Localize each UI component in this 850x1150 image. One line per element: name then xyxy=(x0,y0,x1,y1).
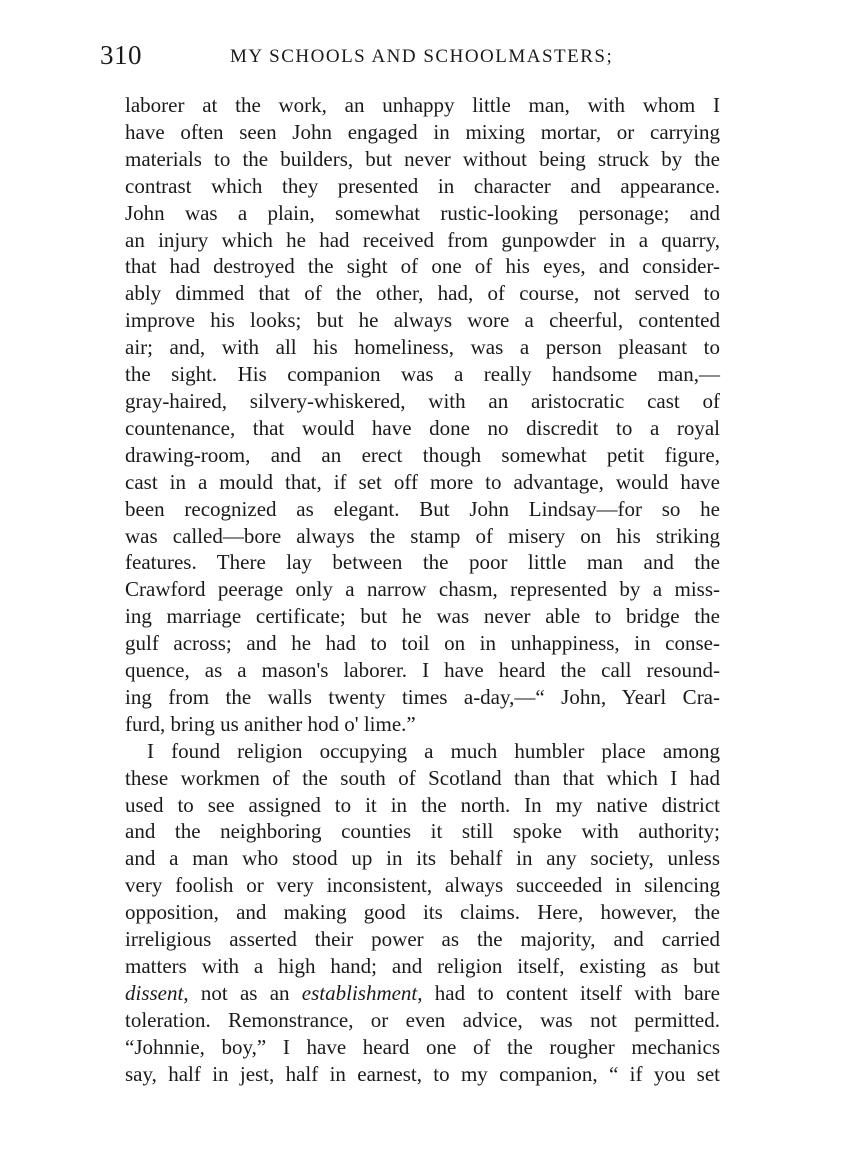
text-line: opposition, and making good its claims. Here, however, the xyxy=(125,900,720,925)
paragraph-2 xyxy=(125,738,720,1088)
text-line: drawing-room, and an erect though somewhat petit figure, xyxy=(125,442,720,467)
text-line: irreligious asserted their power as the majority, and carried xyxy=(125,927,720,952)
running-title: MY SCHOOLS AND SCHOOLMASTERS; xyxy=(230,46,614,67)
text-line: an injury which he had received from gunpowder in a quarry, xyxy=(125,227,720,252)
paragraph-1 xyxy=(125,92,720,738)
text-line: matters with a high hand; and religion itself, existing as but xyxy=(125,954,720,978)
text-line: ably dimmed that of the other, had, of course, not served to xyxy=(125,281,720,306)
text-line: countenance, that would have done no discredit to a royal xyxy=(125,415,720,440)
text-line: Crawford peerage only a narrow chasm, represented by a miss- xyxy=(125,577,720,602)
text-line: these workmen of the south of Scotland than that which I had xyxy=(125,765,720,790)
text-line: the sight. His companion was a really handsome man,— xyxy=(125,362,720,387)
text-line: laborer at the work, an unhappy little man, with whom I xyxy=(125,93,720,117)
text-line: that had destroyed the sight of one of his eyes, and consider- xyxy=(125,254,720,279)
text-line: ing marriage certificate; but he was never able to bridge the xyxy=(125,604,720,629)
text-line: furd, bring us anither hod o' lime.” xyxy=(125,711,416,736)
text-line: contrast which they presented in character and appearance. xyxy=(125,173,720,198)
text-line: say, half in jest, half in earnest, to my companion, “ if you set xyxy=(125,1061,720,1086)
text-line: John was a plain, somewhat rustic-looking personage; and xyxy=(125,200,720,225)
text-line: toleration. Remonstrance, or even advice, was not permitted. xyxy=(125,1007,720,1032)
text-line: features. There lay between the poor little man and the xyxy=(125,550,720,575)
text-line: quence, as a mason's laborer. I have heard the call resound- xyxy=(125,658,720,683)
text-line-with-emphasis xyxy=(125,980,720,1007)
text-line: I found religion occupying a much humbler place among xyxy=(147,738,720,763)
text-fragment: , not as an xyxy=(183,980,302,1005)
text-line: gulf across; and he had to toil on in unhappiness, in conse- xyxy=(125,631,720,656)
page-number: 310 xyxy=(100,40,142,70)
text-line: was called—bore always the stamp of misery on his striking xyxy=(125,523,720,548)
text-line: used to see assigned to it in the north. In my native district xyxy=(125,792,720,817)
text-line: gray-haired, silvery-whiskered, with an aristocratic cast of xyxy=(125,388,720,413)
text-line: have often seen John engaged in mixing mortar, or carrying xyxy=(125,119,720,144)
book-page xyxy=(100,40,720,1086)
text-line: improve his looks; but he always wore a cheerful, contented xyxy=(125,308,720,333)
text-line: air; and, with all his homeliness, was a person pleasant to xyxy=(125,335,720,360)
body-text xyxy=(125,92,720,1088)
text-line: been recognized as elegant. But John Lindsay—for so he xyxy=(125,496,720,521)
text-line: cast in a mould that, if set off more to advantage, would have xyxy=(125,469,720,494)
text-line: ing from the walls twenty times a-day,—“ John, Yearl Cra- xyxy=(125,684,720,709)
text-line: very foolish or very inconsistent, always succeeded in silencing xyxy=(125,873,720,898)
text-fragment: , had to content itself with bare xyxy=(417,980,720,1005)
emphasized-word: establishment xyxy=(301,980,418,1005)
emphasized-word: dissent xyxy=(125,980,184,1005)
text-line: “Johnnie, boy,” I have heard one of the rougher mechanics xyxy=(125,1034,720,1059)
text-line: and the neighboring counties it still spoke with authority; xyxy=(125,819,720,844)
text-line: and a man who stood up in its behalf in any society, unless xyxy=(125,846,720,871)
running-head xyxy=(100,40,720,80)
text-line: materials to the builders, but never without being struck by the xyxy=(125,146,720,171)
